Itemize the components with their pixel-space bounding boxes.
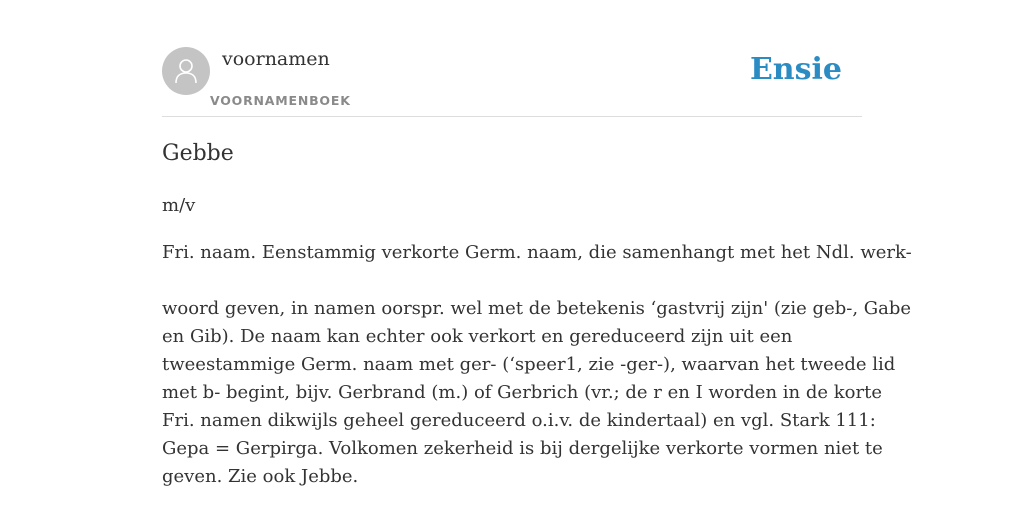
author-avatar[interactable] (162, 47, 210, 95)
definition-line: Fri. namen dikwijls geheel gereduceerd o.i.v. de kindertaal) en vgl. Stark 111: (162, 410, 876, 431)
author-name[interactable]: voornamen (222, 48, 330, 70)
paragraph-gap (162, 267, 872, 295)
definition-line: Fri. naam. Eenstammig verkorte Germ. naam, die samenhangt met het Ndl. werk- (162, 242, 912, 263)
definition-line: Gepa = Gerpirga. Volkomen zekerheid is bij dergelijke verkorte vormen niet te (162, 438, 883, 459)
definition-line: geven. Zie ook Jebbe. (162, 466, 359, 487)
entry-header (162, 46, 862, 117)
user-silhouette-icon (171, 56, 201, 86)
entry-definition (162, 239, 912, 491)
entry-title: Gebbe (162, 141, 234, 166)
entry-gender: m/v (162, 195, 196, 216)
definition-line: met b- begint, bijv. Gerbrand (m.) of Gerbrich (vr.; de r en I worden in de korte (162, 382, 882, 403)
definition-line: woord geven, in namen oorspr. wel met de betekenis ‘gastvrij zijn' (zie geb-, Gabe (162, 298, 912, 319)
source-label[interactable]: VOORNAMENBOEK (210, 93, 351, 108)
definition-line: tweestammige Germ. naam met ger- (‘speer1, zie -ger-), waarvan het tweede lid (162, 354, 896, 375)
ensie-logo[interactable]: Ensie (749, 52, 842, 87)
definition-line: en Gib). De naam kan echter ook verkort en gereduceerd zijn uit een (162, 326, 793, 347)
